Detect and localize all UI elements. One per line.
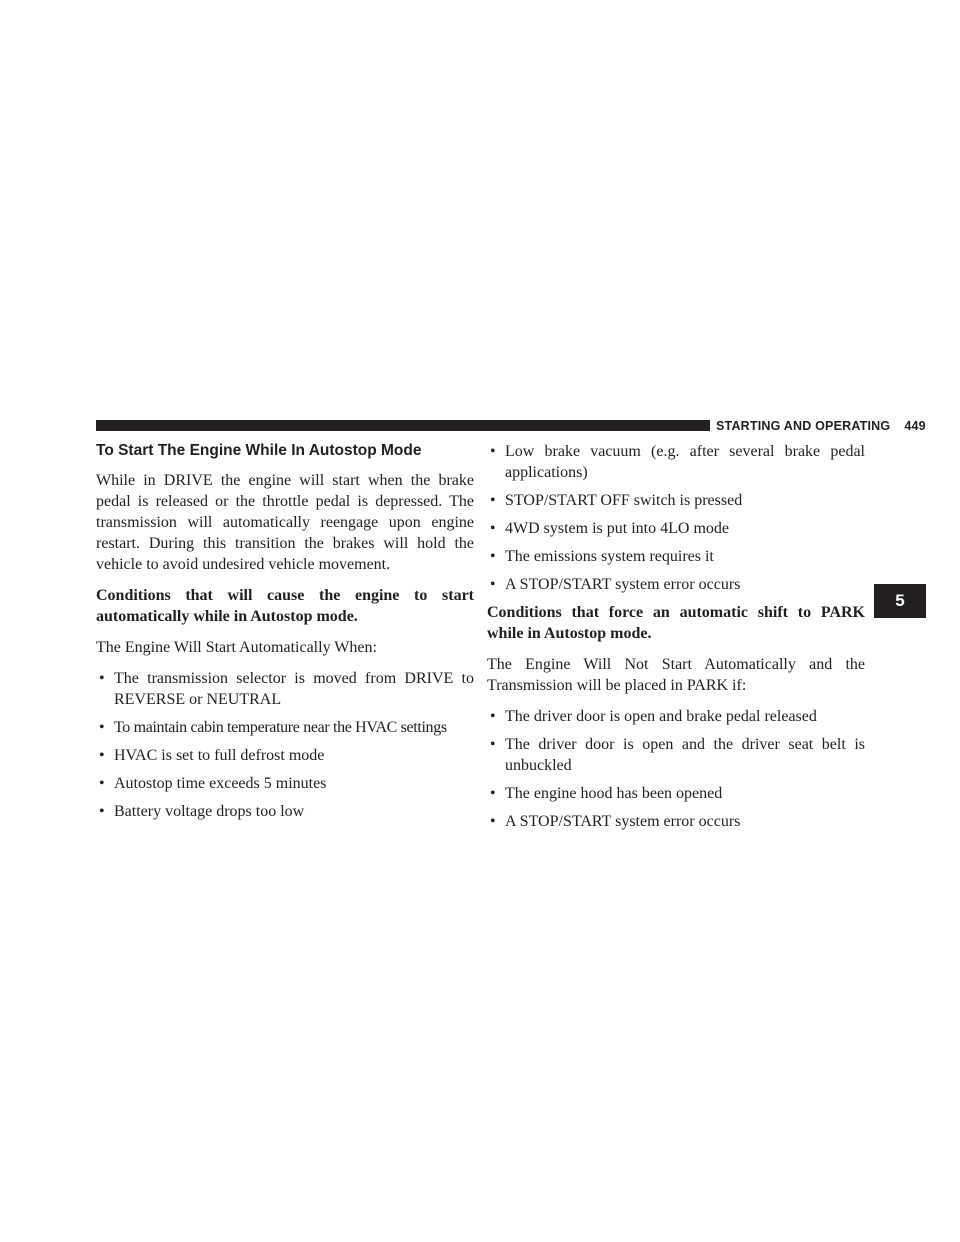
list-item [487,518,865,539]
list-item-text: The driver door is open and brake pedal released [505,708,817,725]
list-item [96,773,474,794]
list-item [487,546,865,567]
bullet-icon: • [99,775,105,792]
list-item [487,441,865,483]
list-item [487,574,865,595]
bullet-icon: • [490,708,496,725]
bullet-icon: • [99,670,105,687]
park-list [487,706,865,832]
running-header [716,419,926,433]
auto-start-list [96,668,474,822]
list-item-text: A STOP/START system error occurs [505,576,741,593]
bullet-icon: • [99,747,105,764]
conditions-heading: Conditions that will cause the engine to start automatically while in Autostop mode. [96,587,474,625]
list-item [96,745,474,766]
bullet-icon: • [490,813,496,830]
intro-paragraph: While in DRIVE the engine will start when the brake pedal is released or the throttle pedal is depressed. The transmission will automatically reengage upon engine restart. During this transition the brakes will hold the vehicle to avoid undesired vehicle movement. [96,472,474,573]
list-item [96,717,474,738]
list-item-text: Autostop time exceeds 5 minutes [114,775,327,792]
header-rule [96,420,710,431]
list-intro: The Engine Will Start Automatically When: [96,639,377,656]
list-item [487,706,865,727]
list-item-text: The engine hood has been opened [505,785,723,802]
list-item [96,668,474,710]
bullet-icon: • [490,785,496,802]
list-item [487,490,865,511]
list-item-text: STOP/START OFF switch is pressed [505,492,743,509]
chapter-tab: 5 [874,584,926,618]
list-item-text: The driver door is open and the driver seat belt is unbuckled [505,736,865,774]
list-item-text: HVAC is set to full defrost mode [114,747,325,764]
list-item-text: The emissions system requires it [505,548,714,565]
left-column [96,441,474,829]
list-item-text: Low brake vacuum (e.g. after several brake pedal applications) [505,443,865,481]
bullet-icon: • [490,736,496,753]
bullet-icon: • [99,719,105,736]
list-item-text: The transmission selector is moved from DRIVE to REVERSE or NEUTRAL [114,670,474,708]
bullet-icon: • [490,443,496,460]
page-number: 449 [904,419,926,433]
list-item [487,734,865,776]
list-item-text: To maintain cabin temperature near the HVAC settings [114,719,447,736]
section-title: STARTING AND OPERATING [716,419,891,433]
list-item [487,811,865,832]
bullet-icon: • [490,576,496,593]
auto-start-list-continued [487,441,865,595]
bullet-icon: • [490,548,496,565]
park-conditions-heading: Conditions that force an automatic shift to PARK while in Autostop mode. [487,604,865,642]
section-heading: To Start The Engine While In Autostop Mode [96,442,422,459]
bullet-icon: • [490,492,496,509]
park-list-intro: The Engine Will Not Start Automatically and the Transmission will be placed in PARK if: [487,656,865,694]
list-item-text: Battery voltage drops too low [114,803,305,820]
right-column [487,441,865,839]
list-item [96,801,474,822]
bullet-icon: • [99,803,105,820]
list-item [487,783,865,804]
bullet-icon: • [490,520,496,537]
list-item-text: A STOP/START system error occurs [505,813,741,830]
list-item-text: 4WD system is put into 4LO mode [505,520,729,537]
